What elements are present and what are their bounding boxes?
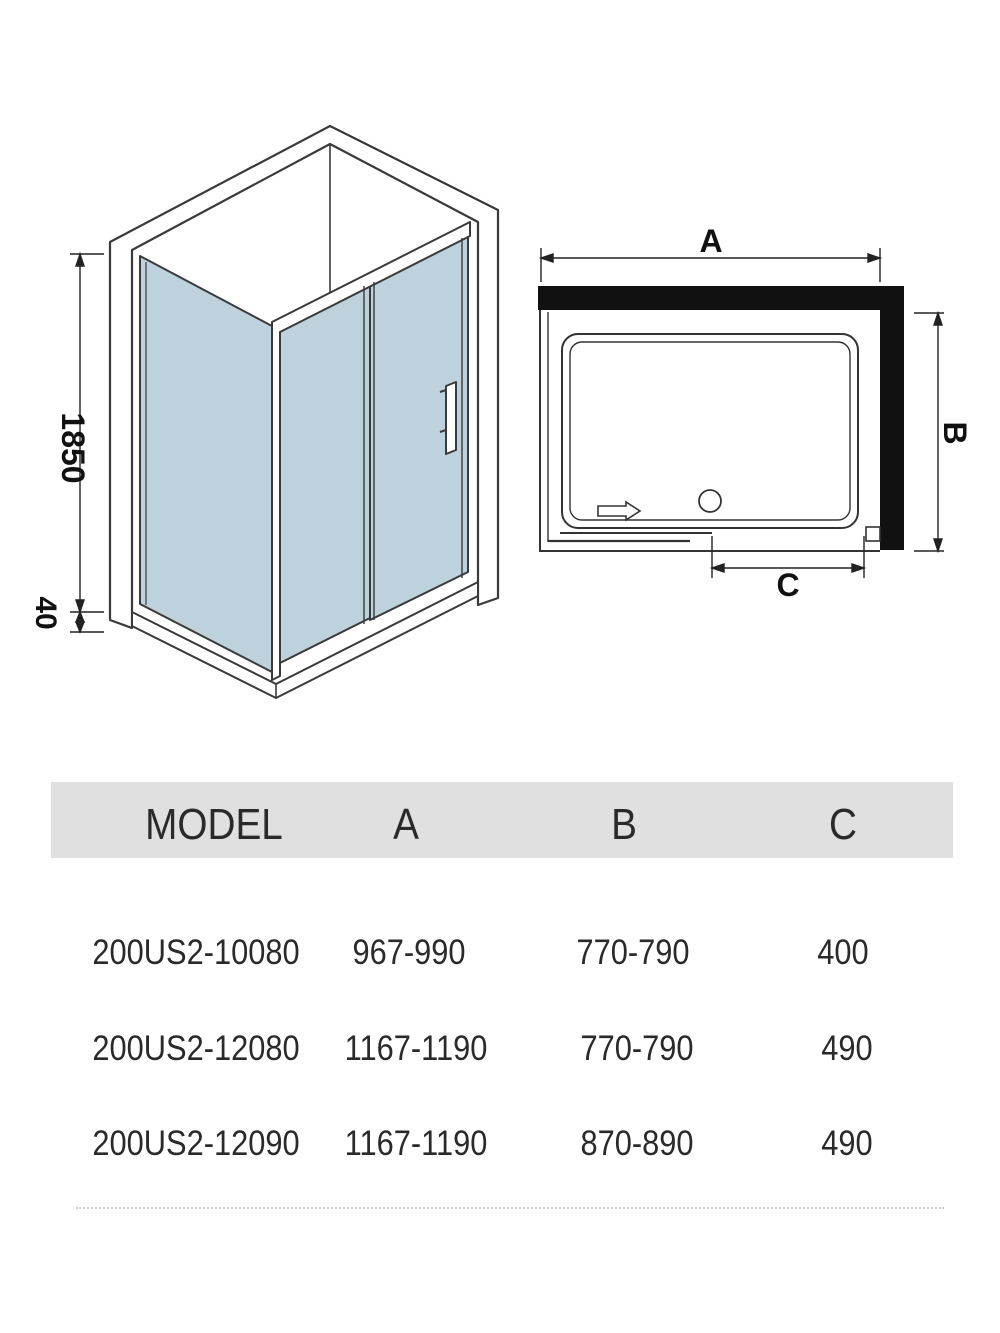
header-model: MODEL	[145, 800, 283, 849]
table-header	[51, 782, 953, 858]
divider	[76, 1207, 944, 1209]
b-cell: 770-790	[580, 1029, 694, 1068]
a-cell: 1167-1190	[344, 1124, 488, 1163]
depth-label: B	[937, 421, 973, 445]
side-wall	[880, 286, 904, 550]
drain-icon	[699, 490, 721, 512]
slide-arrow-icon	[598, 502, 640, 520]
c-cell: 490	[821, 1124, 873, 1163]
fixed-glass-panel	[278, 280, 370, 664]
width-label: A	[699, 223, 723, 259]
table-row	[0, 933, 1000, 983]
c-cell: 400	[817, 933, 869, 972]
header-a: A	[393, 800, 419, 849]
base-height-label: 40	[29, 596, 62, 630]
a-cell: 967-990	[352, 933, 466, 972]
table-row	[0, 1029, 1000, 1079]
model-cell: 200US2-12080	[92, 1029, 300, 1068]
side-glass-panel	[140, 256, 272, 672]
table-row	[0, 1124, 1000, 1174]
header-b: B	[611, 800, 637, 849]
plan-view	[538, 286, 904, 551]
back-wall	[538, 286, 904, 310]
b-cell: 870-890	[580, 1124, 694, 1163]
model-cell: 200US2-10080	[92, 933, 300, 972]
model-cell: 200US2-12090	[92, 1124, 300, 1163]
door-label: C	[776, 567, 800, 603]
enclosure-3d-view	[110, 126, 498, 698]
header-c: C	[829, 800, 857, 849]
b-cell: 770-790	[576, 933, 690, 972]
height-label: 1850	[55, 412, 91, 484]
c-cell: 490	[821, 1029, 873, 1068]
a-cell: 1167-1190	[344, 1029, 488, 1068]
